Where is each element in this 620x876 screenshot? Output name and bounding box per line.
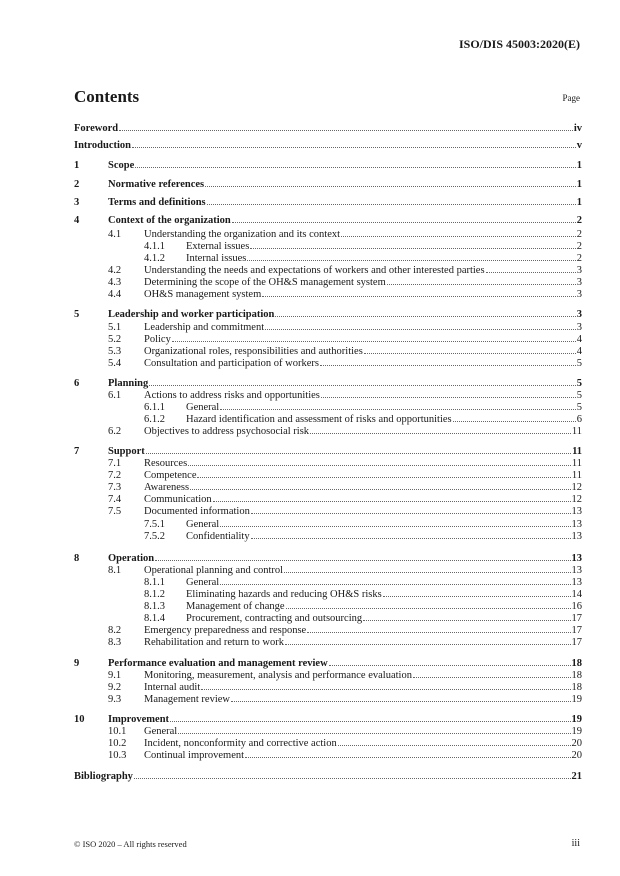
toc-dot-leader: [341, 236, 576, 237]
toc-entry[interactable]: [74, 413, 582, 425]
toc-entry[interactable]: [74, 308, 582, 320]
toc-entry-title: General: [186, 402, 220, 413]
copyright-footer: © ISO 2020 – All rights reserved: [74, 839, 187, 849]
toc-entry-page: 6: [576, 414, 582, 425]
toc-dot-leader: [220, 409, 576, 410]
toc-dot-leader: [338, 745, 571, 746]
toc-dot-leader: [413, 677, 571, 678]
toc-entry-title: Operational planning and control: [144, 565, 284, 576]
toc-entry-page: 2: [576, 241, 582, 252]
toc-entry-title: Performance evaluation and management review: [108, 658, 328, 669]
toc-entry[interactable]: [74, 530, 582, 542]
toc-dot-leader: [275, 316, 575, 317]
toc-entry-title: Scope: [108, 160, 135, 171]
toc-dot-leader: [205, 186, 576, 187]
toc-entry-number: 5.3: [108, 346, 122, 357]
document-id-header: ISO/DIS 45003:2020(E): [458, 37, 580, 51]
toc-dot-leader: [285, 644, 571, 645]
toc-entry-page: 5: [576, 402, 582, 413]
toc-entry-page: 3: [576, 309, 582, 320]
toc-entry-number: 7.5.1: [144, 519, 165, 530]
toc-dot-leader: [155, 560, 570, 561]
toc-entry[interactable]: [74, 505, 582, 517]
toc-entry[interactable]: [74, 481, 582, 493]
toc-dot-leader: [320, 365, 576, 366]
toc-entry-page: 13: [571, 519, 582, 530]
toc-entry-page: 4: [576, 346, 582, 357]
toc-entry-page: 13: [571, 577, 582, 588]
toc-entry-page: 12: [571, 482, 582, 493]
toc-dot-leader: [363, 620, 570, 621]
toc-dot-leader: [265, 329, 576, 330]
toc-dot-leader: [486, 272, 576, 273]
toc-entry-number: 7.1: [108, 458, 122, 469]
toc-dot-leader: [251, 513, 571, 514]
toc-entry-page: 3: [576, 322, 582, 333]
toc-entry-page: 11: [571, 458, 582, 469]
toc-entry-title: Actions to address risks and opportunities: [144, 390, 320, 401]
toc-entry[interactable]: [74, 240, 582, 252]
toc-entry-number: 9.3: [108, 694, 122, 705]
toc-dot-leader: [172, 341, 576, 342]
toc-entry-page: 1: [576, 197, 582, 208]
toc-entry-number: 7.2: [108, 470, 122, 481]
toc-entry[interactable]: [74, 600, 582, 612]
toc-entry-title: Confidentiality: [186, 531, 250, 542]
toc-entry-number: 7.5: [108, 506, 122, 517]
toc-entry-number: 8.1.4: [144, 613, 165, 624]
toc-entry[interactable]: [74, 276, 582, 288]
toc-entry-title: Internal issues: [186, 253, 247, 264]
toc-entry-number: 4.4: [108, 289, 122, 300]
toc-entry-title: Bibliography: [74, 771, 133, 782]
toc-entry-title: Continual improvement: [144, 750, 245, 761]
toc-entry-title: Documented information: [144, 506, 250, 517]
toc-dot-leader: [188, 465, 571, 466]
toc-entry-title: Communication: [144, 494, 212, 505]
toc-entry[interactable]: [74, 401, 582, 413]
toc-entry[interactable]: [74, 681, 582, 693]
page-number-footer: iii: [571, 838, 580, 849]
toc-entry-page: 5: [576, 358, 582, 369]
toc-entry-title: Internal audit: [144, 682, 201, 693]
toc-entry-number: 9.2: [108, 682, 122, 693]
toc-entry-number: 4: [74, 215, 80, 226]
toc-entry[interactable]: [74, 252, 582, 264]
toc-entry[interactable]: [74, 770, 582, 782]
toc-entry-number: 9.1: [108, 670, 122, 681]
toc-entry-page: 17: [571, 625, 582, 636]
toc-entry[interactable]: [74, 228, 582, 240]
toc-entry-title: Monitoring, measurement, analysis and performance evaluation: [144, 670, 412, 681]
toc-dot-leader: [231, 701, 570, 702]
toc-entry-page: 20: [571, 738, 582, 749]
toc-entry[interactable]: [74, 357, 582, 369]
toc-entry-page: 14: [571, 589, 582, 600]
toc-entry-title: Context of the organization: [108, 215, 231, 226]
toc-dot-leader: [134, 778, 571, 779]
toc-entry-number: 4.3: [108, 277, 122, 288]
toc-entry[interactable]: [74, 178, 582, 190]
toc-entry[interactable]: [74, 693, 582, 705]
toc-dot-leader: [135, 167, 576, 168]
toc-entry[interactable]: [74, 552, 582, 564]
toc-entry[interactable]: [74, 159, 582, 171]
toc-entry[interactable]: [74, 576, 582, 588]
toc-entry-number: 10.2: [108, 738, 127, 749]
toc-entry-number: 8.3: [108, 637, 122, 648]
toc-entry-page: 2: [576, 253, 582, 264]
toc-entry-number: 4.1: [108, 229, 122, 240]
toc-entry-number: 5: [74, 309, 80, 320]
toc-entry-number: 10.1: [108, 726, 127, 737]
toc-entry-page: 13: [571, 565, 582, 576]
toc-entry[interactable]: [74, 264, 582, 276]
toc-dot-leader: [190, 489, 570, 490]
toc-entry[interactable]: [74, 636, 582, 648]
toc-dot-leader: [220, 526, 570, 527]
toc-entry-page: 12: [571, 494, 582, 505]
toc-dot-leader: [245, 757, 570, 758]
toc-dot-leader: [201, 689, 570, 690]
toc-entry-number: 7: [74, 446, 80, 457]
toc-entry-title: Management of change: [186, 601, 285, 612]
toc-entry-number: 1: [74, 160, 80, 171]
toc-dot-leader: [262, 296, 576, 297]
toc-entry[interactable]: [74, 669, 582, 681]
toc-entry-page: 3: [576, 277, 582, 288]
toc-entry-title: Operation: [108, 553, 155, 564]
toc-entry-title: Normative references: [108, 179, 205, 190]
toc-entry-number: 8.1.2: [144, 589, 165, 600]
toc-entry[interactable]: [74, 445, 582, 457]
toc-entry-number: 6.1: [108, 390, 122, 401]
toc-dot-leader: [146, 453, 571, 454]
toc-dot-leader: [207, 204, 576, 205]
toc-dot-leader: [132, 147, 576, 148]
toc-entry-number: 4.1.1: [144, 241, 165, 252]
toc-entry-number: 6.1.1: [144, 402, 165, 413]
toc-entry-page: 13: [571, 553, 582, 564]
toc-entry-number: 4.1.2: [144, 253, 165, 264]
toc-entry[interactable]: [74, 389, 582, 401]
toc-entry-title: Management review: [144, 694, 231, 705]
toc-entry-page: 2: [576, 229, 582, 240]
toc-dot-leader: [286, 608, 571, 609]
toc-entry-page: 3: [576, 265, 582, 276]
toc-entry[interactable]: [74, 122, 582, 134]
page-column-label: Page: [562, 93, 580, 103]
toc-entry-page: 3: [576, 289, 582, 300]
toc-dot-leader: [387, 284, 576, 285]
toc-entry-title: Resources: [144, 458, 188, 469]
toc-entry[interactable]: [74, 657, 582, 669]
toc-entry-number: 4.2: [108, 265, 122, 276]
toc-entry-title: General: [186, 577, 220, 588]
toc-dot-leader: [232, 222, 576, 223]
toc-dot-leader: [307, 632, 570, 633]
toc-entry-page: 1: [576, 179, 582, 190]
toc-entry-page: 18: [571, 670, 582, 681]
toc-dot-leader: [364, 353, 576, 354]
toc-entry-title: Foreword: [74, 123, 119, 134]
toc-entry-number: 9: [74, 658, 80, 669]
toc-entry-page: 11: [572, 446, 582, 457]
toc-dot-leader: [453, 421, 576, 422]
toc-dot-leader: [170, 721, 570, 722]
toc-entry-number: 8.2: [108, 625, 122, 636]
toc-entry-title: Understanding the organization and its context: [144, 229, 341, 240]
toc-entry[interactable]: [74, 713, 582, 725]
toc-entry[interactable]: [74, 588, 582, 600]
toc-entry-title: Rehabilitation and return to work: [144, 637, 284, 648]
toc-entry-title: Organizational roles, responsibilities and authorities: [144, 346, 363, 357]
toc-entry-title: General: [144, 726, 178, 737]
toc-entry-title: Leadership and commitment: [144, 322, 265, 333]
toc-entry-title: Introduction: [74, 140, 131, 151]
toc-entry-number: 5.2: [108, 334, 122, 345]
toc-entry-title: OH&S management system: [144, 289, 262, 300]
toc-entry-title: Procurement, contracting and outsourcing: [186, 613, 363, 624]
toc-entry-page: 17: [571, 637, 582, 648]
toc-entry[interactable]: [74, 333, 582, 345]
toc-entry-page: 19: [571, 714, 582, 725]
toc-entry[interactable]: [74, 725, 582, 737]
toc-entry-number: 6: [74, 378, 80, 389]
toc-entry-title: Understanding the needs and expectations of workers and other interested parties: [144, 265, 485, 276]
toc-entry-page: 5: [576, 378, 582, 389]
toc-dot-leader: [251, 538, 571, 539]
toc-dot-leader: [247, 260, 575, 261]
toc-entry-page: 19: [571, 726, 582, 737]
toc-entry-page: 17: [571, 613, 582, 624]
toc-entry-number: 8.1: [108, 565, 122, 576]
toc-entry[interactable]: [74, 518, 582, 530]
toc-dot-leader: [119, 130, 573, 131]
toc-entry[interactable]: [74, 196, 582, 208]
toc-entry-title: General: [186, 519, 220, 530]
toc-entry[interactable]: [74, 425, 582, 437]
toc-entry-page: v: [576, 140, 582, 151]
toc-entry[interactable]: [74, 469, 582, 481]
toc-entry-title: Awareness: [144, 482, 190, 493]
toc-dot-leader: [197, 477, 570, 478]
toc-entry-number: 7.4: [108, 494, 122, 505]
toc-entry-number: 6.2: [108, 426, 122, 437]
toc-entry-number: 2: [74, 179, 80, 190]
toc-entry[interactable]: [74, 377, 582, 389]
toc-entry-page: iv: [573, 123, 582, 134]
toc-entry-number: 8: [74, 553, 80, 564]
toc-entry-page: 21: [571, 771, 582, 782]
toc-entry-page: 13: [571, 506, 582, 517]
toc-entry-title: Competence: [144, 470, 197, 481]
toc-entry-number: 7.3: [108, 482, 122, 493]
toc-dot-leader: [329, 665, 571, 666]
toc-entry[interactable]: [74, 288, 582, 300]
toc-entry[interactable]: [74, 737, 582, 749]
toc-entry-title: Hazard identification and assessment of risks and opportunities: [186, 414, 452, 425]
toc-dot-leader: [321, 397, 576, 398]
toc-entry-number: 8.1.3: [144, 601, 165, 612]
toc-entry[interactable]: [74, 749, 582, 761]
toc-entry-page: 20: [571, 750, 582, 761]
toc-dot-leader: [310, 433, 571, 434]
toc-entry-number: 8.1.1: [144, 577, 165, 588]
page-title: Contents: [74, 87, 140, 106]
toc-dot-leader: [220, 584, 570, 585]
toc-entry-title: Policy: [144, 334, 171, 345]
toc-entry-title: Eliminating hazards and reducing OH&S risks: [186, 589, 382, 600]
toc-entry-title: Terms and definitions: [108, 197, 206, 208]
toc-entry-title: Planning: [108, 378, 149, 389]
toc-entry-page: 4: [576, 334, 582, 345]
toc-dot-leader: [284, 572, 570, 573]
toc-entry-page: 1: [576, 160, 582, 171]
toc-entry-number: 7.5.2: [144, 531, 165, 542]
toc-entry-number: 5.4: [108, 358, 122, 369]
toc-entry-number: 6.1.2: [144, 414, 165, 425]
toc-entry-title: Objectives to address psychosocial risk: [144, 426, 310, 437]
toc-entry-number: 10.3: [108, 750, 127, 761]
toc-entry[interactable]: [74, 624, 582, 636]
toc-dot-leader: [383, 596, 571, 597]
toc-entry-title: Incident, nonconformity and corrective action: [144, 738, 337, 749]
toc-entry-page: 5: [576, 390, 582, 401]
toc-entry[interactable]: [74, 214, 582, 226]
toc-entry-page: 11: [571, 426, 582, 437]
toc-entry[interactable]: [74, 564, 582, 576]
toc-entry-page: 19: [571, 694, 582, 705]
toc-dot-leader: [178, 733, 570, 734]
toc-entry-number: 10: [74, 714, 85, 725]
toc-entry-title: External issues: [186, 241, 250, 252]
toc-dot-leader: [250, 248, 575, 249]
toc-entry[interactable]: [74, 321, 582, 333]
toc-entry[interactable]: [74, 345, 582, 357]
toc-entry-page: 18: [571, 682, 582, 693]
toc-entry-page: 2: [576, 215, 582, 226]
toc-entry[interactable]: [74, 139, 582, 151]
toc-entry-page: 18: [571, 658, 582, 669]
toc-dot-leader: [213, 501, 571, 502]
toc-entry[interactable]: [74, 612, 582, 624]
toc-entry-page: 16: [571, 601, 582, 612]
toc-entry-number: 3: [74, 197, 80, 208]
toc-entry-title: Determining the scope of the OH&S management system: [144, 277, 386, 288]
toc-entry-page: 13: [571, 531, 582, 542]
toc-dot-leader: [149, 385, 575, 386]
toc-entry-title: Emergency preparedness and response: [144, 625, 307, 636]
toc-entry-title: Improvement: [108, 714, 170, 725]
toc-entry[interactable]: [74, 493, 582, 505]
toc-entry-title: Leadership and worker participation: [108, 309, 275, 320]
toc-entry-number: 5.1: [108, 322, 122, 333]
toc-entry-title: Support: [108, 446, 145, 457]
toc-entry-title: Consultation and participation of workers: [144, 358, 319, 369]
toc-entry-page: 11: [571, 470, 582, 481]
toc-entry[interactable]: [74, 457, 582, 469]
